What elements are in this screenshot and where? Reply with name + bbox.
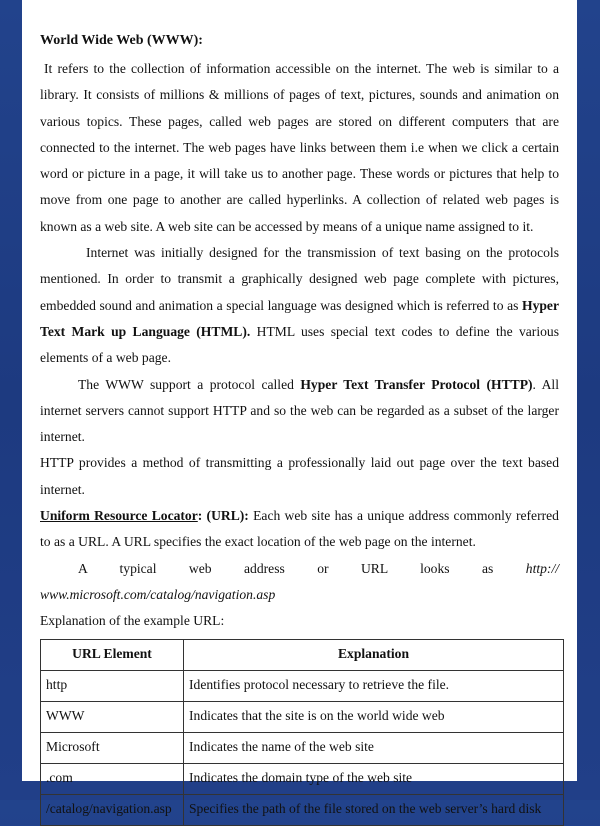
table-cell-explanation: Indicates that the site is on the world wide web (184, 701, 564, 732)
table-row (41, 670, 564, 701)
paragraph-html-text-end: HTML uses special text codes to define the various elements of a web page. (40, 323, 559, 366)
table-cell-element: WWW (41, 701, 184, 732)
table-cell-element: /catalog/navigation.asp (41, 794, 184, 825)
url-example-value: http:// www.microsoft.com/catalog/navigation.asp (40, 560, 559, 602)
html-term: Hyper Text Mark up Language (HTML). (40, 297, 559, 339)
paragraph-url-example (40, 556, 559, 609)
url-explanation-table (40, 639, 564, 826)
paragraph-html-text: Internet was initially designed for the transmission of text basing on the protocols mentioned. In order to transmit a graphically designed web page complete with pictures, embedded sound and animation a special language was designed which is referred to as (40, 245, 559, 313)
paragraph-explanation-intro: Explanation of the example URL: (40, 613, 225, 629)
http-term: Hyper Text Transfer Protocol (HTTP) (300, 376, 533, 392)
section-heading: World Wide Web (WWW): (40, 33, 203, 48)
table-cell-element: http (41, 670, 184, 701)
paragraph-html (40, 240, 559, 371)
url-term: Uniform Resource Locator (40, 508, 198, 524)
url-example-text: A typical web address or URL looks as (78, 560, 526, 576)
paragraph-http-text-end: . All internet servers cannot support HTTP and so the web can be regarded as a subset of the larger internet. (40, 376, 559, 445)
paragraph-www-definition: It refers to the collection of information accessible on the internet. The web is similar to a library. It consists of millions & millions of pages of text, pictures, sounds and animation on various topics. These pages, called web pages are stored on different computers that are connected to the internet. The web pages have links between them i.e when we click a certain word or picture in a page, it will take us to another page. These words or pictures that help to move from one page to another are called hyperlinks. A collection of related web pages is known as a web site. A web site can be accessed by means of a unique name assigned to it. (40, 61, 559, 234)
table-row (41, 732, 564, 763)
table-cell-explanation: Identifies protocol necessary to retrieve the file. (184, 670, 564, 701)
paragraph-url-text: Each web site has a unique address commonly referred to as a URL. A URL specifies the exact location of the web page on the internet. (40, 508, 559, 550)
paragraph-url (40, 503, 559, 556)
table-header-explanation: Explanation (184, 639, 564, 670)
table-row (41, 794, 564, 825)
paragraph-http-method: HTTP provides a method of transmitting a professionally laid out page over the text based internet. (40, 455, 559, 497)
table-row (41, 763, 564, 794)
table-cell-explanation: Specifies the path of the file stored on the web server’s hard disk (184, 794, 564, 825)
paragraph-http-text: The WWW support a protocol called (78, 376, 301, 392)
table-header-row (41, 639, 564, 670)
table-cell-element: Microsoft (41, 732, 184, 763)
table-cell-element: .com (41, 763, 184, 794)
table-cell-explanation: Indicates the domain type of the web site (184, 763, 564, 794)
table-cell-explanation: Indicates the name of the web site (184, 732, 564, 763)
url-term-suffix: : (URL): (197, 508, 249, 524)
table-header-url-element: URL Element (41, 639, 184, 670)
paragraph-http (40, 372, 559, 451)
table-row (41, 701, 564, 732)
document-page (22, 0, 577, 817)
